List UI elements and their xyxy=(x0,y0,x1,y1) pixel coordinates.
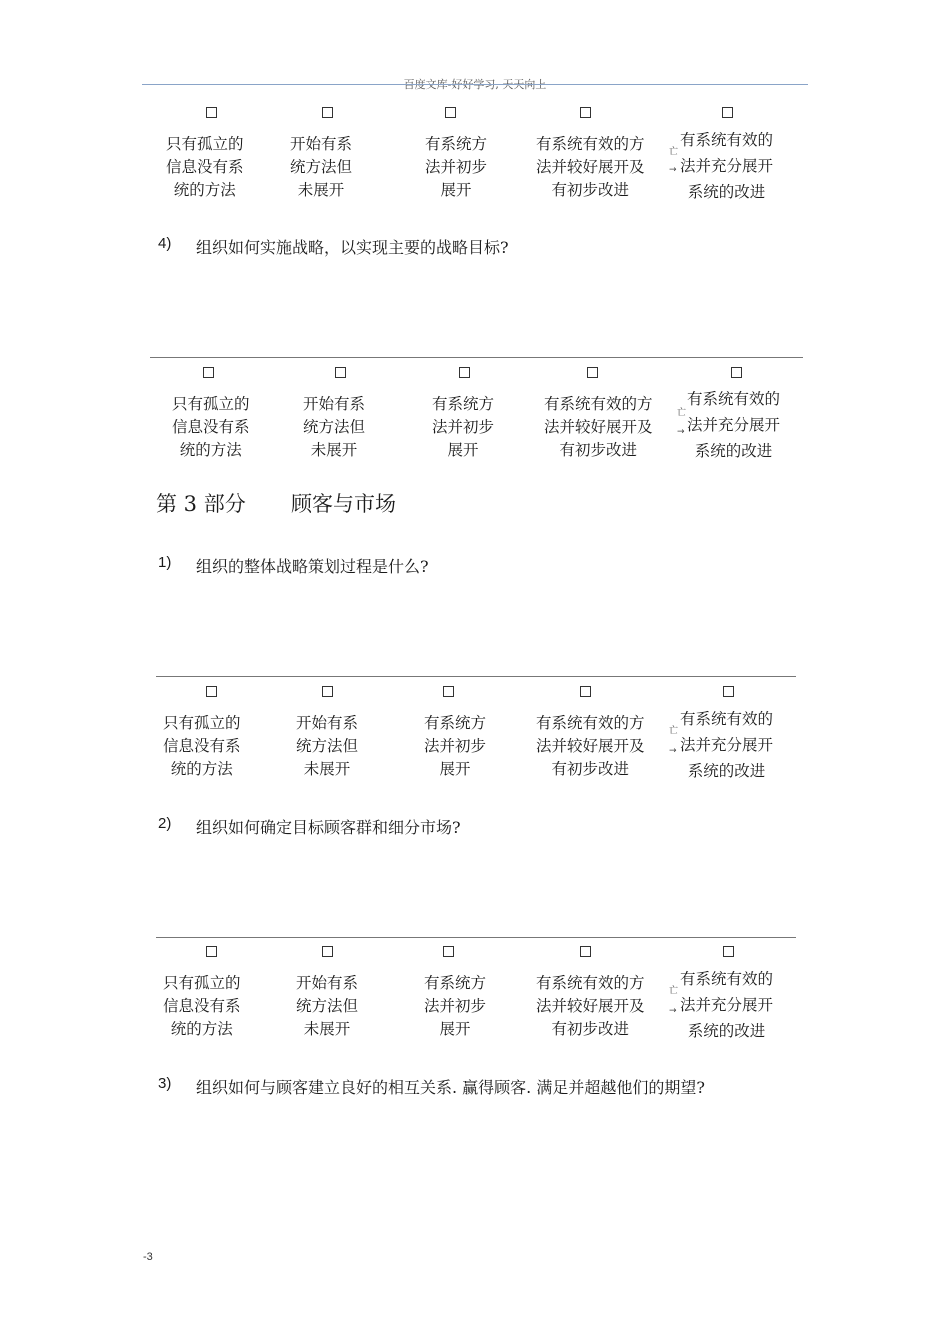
checkbox[interactable] xyxy=(580,946,591,957)
question-number: 1) xyxy=(158,554,172,571)
checkbox[interactable] xyxy=(206,686,217,697)
page-header-text: 百度文库-好好学习, 天天向上 xyxy=(403,78,547,91)
question-text: 组织如何确定目标顾客群和细分市场? xyxy=(196,818,461,837)
option-label: 只有孤立的 信息没有系 统的方法 xyxy=(163,974,241,1038)
option-label: 有系统有效的 法并充分展开 系统的改进 xyxy=(687,390,781,460)
rating-scale xyxy=(0,107,950,217)
checkbox[interactable] xyxy=(580,686,591,697)
option-label: 有系统有效的方 法并较好展开及 有初步改进 xyxy=(536,974,645,1038)
question-text: 组织如何实施战略，以实现主要的战略目标? xyxy=(196,238,509,257)
checkbox[interactable] xyxy=(206,107,217,118)
option-label: 有系统有效的方 法并较好展开及 有初步改进 xyxy=(536,714,645,778)
option-label: 只有孤立的 信息没有系 统的方法 xyxy=(172,395,250,459)
checkbox[interactable] xyxy=(443,686,454,697)
checkbox[interactable] xyxy=(459,367,470,378)
checkbox[interactable] xyxy=(335,367,346,378)
marker-glyph: → xyxy=(669,1006,677,1016)
checkbox[interactable] xyxy=(322,107,333,118)
option-label: 开始有系 统方法但 未展开 xyxy=(303,395,366,459)
option-label: 有系统方 法并初步 展开 xyxy=(432,395,495,459)
marker-glyph: → xyxy=(669,165,677,175)
option-label: 有系统有效的 法并充分展开 系统的改进 xyxy=(680,131,774,201)
option-label: 只有孤立的 信息没有系 统的方法 xyxy=(163,714,241,778)
question-number: 2) xyxy=(158,815,172,832)
checkbox[interactable] xyxy=(445,107,456,118)
rating-scale xyxy=(0,686,950,796)
marker-glyph: → xyxy=(669,746,677,756)
checkbox[interactable] xyxy=(206,946,217,957)
marker-glyph: → xyxy=(677,427,685,437)
option-label: 有系统方 法并初步 展开 xyxy=(424,974,487,1038)
checkbox[interactable] xyxy=(723,946,734,957)
answer-rule xyxy=(150,357,803,358)
question-number: 4) xyxy=(158,235,172,252)
option-label: 有系统方 法并初步 展开 xyxy=(425,135,488,199)
option-label: 有系统有效的 法并充分展开 系统的改进 xyxy=(680,970,774,1040)
option-label: 开始有系 统方法但 未展开 xyxy=(296,714,359,778)
option-label: 有系统方 法并初步 展开 xyxy=(424,714,487,778)
section-heading xyxy=(156,488,396,518)
section-title: 顾客与市场 xyxy=(291,492,396,516)
checkbox[interactable] xyxy=(731,367,742,378)
checkbox[interactable] xyxy=(587,367,598,378)
marker-glyph: 亡 xyxy=(669,986,679,996)
checkbox[interactable] xyxy=(322,946,333,957)
rating-scale xyxy=(0,946,950,1056)
option-label: 有系统有效的方 法并较好展开及 有初步改进 xyxy=(544,395,653,459)
checkbox[interactable] xyxy=(723,686,734,697)
marker-glyph: 亡 xyxy=(669,147,679,157)
option-label: 开始有系 统方法但 未展开 xyxy=(290,135,353,199)
checkbox[interactable] xyxy=(443,946,454,957)
question-number: 3) xyxy=(158,1075,172,1092)
option-label: 有系统有效的方 法并较好展开及 有初步改进 xyxy=(536,135,645,199)
marker-glyph: 亡 xyxy=(677,408,687,418)
rating-scale xyxy=(0,367,950,477)
marker-glyph: 亡 xyxy=(669,726,679,736)
checkbox[interactable] xyxy=(203,367,214,378)
question-text: 组织的整体战略策划过程是什么? xyxy=(196,557,429,576)
checkbox[interactable] xyxy=(322,686,333,697)
section-label: 第 3 部分 xyxy=(156,492,246,516)
option-label: 只有孤立的 信息没有系 统的方法 xyxy=(166,135,244,199)
checkbox[interactable] xyxy=(722,107,733,118)
header-rule xyxy=(142,84,808,85)
option-label: 开始有系 统方法但 未展开 xyxy=(296,974,359,1038)
option-label: 有系统有效的 法并充分展开 系统的改进 xyxy=(680,710,774,780)
checkbox[interactable] xyxy=(580,107,591,118)
question-text: 组织如何与顾客建立良好的相互关系. 赢得顾客. 满足并超越他们的期望? xyxy=(196,1078,705,1097)
page-number: -3 xyxy=(143,1251,153,1263)
answer-rule xyxy=(156,676,796,677)
answer-rule xyxy=(156,937,796,938)
